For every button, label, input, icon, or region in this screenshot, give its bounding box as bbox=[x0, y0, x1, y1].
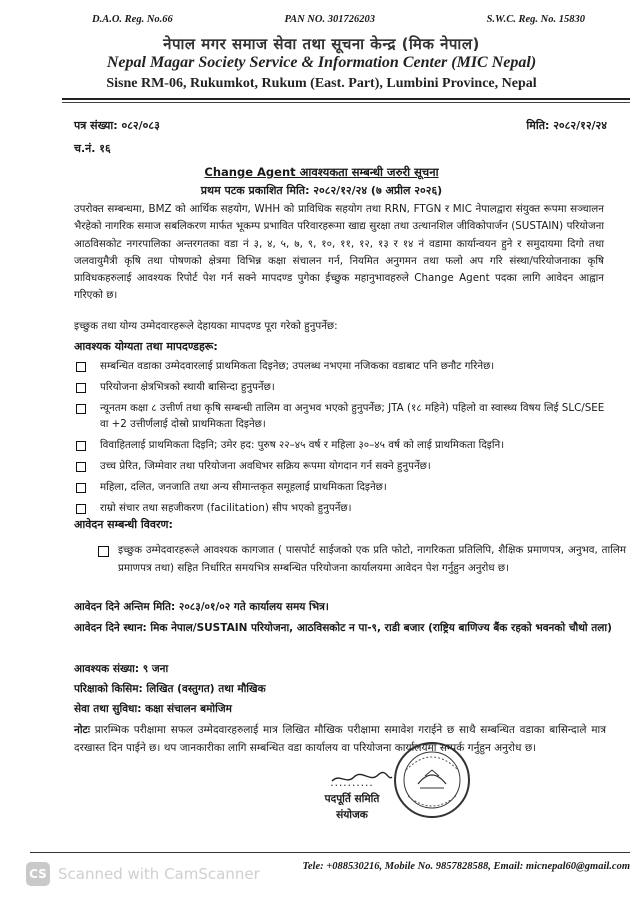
signatory-role: संयोजक bbox=[336, 809, 368, 821]
registration-row bbox=[92, 14, 585, 25]
note-text: प्रारम्भिक परीक्षामा सफल उम्मेदवारहरुलाई मात्र लिखित मौखिक परीक्षामा समावेश गराईने छ साथै सम्बन्धित वडाका बासिन्दाले मात्र दरखास्त दिन पाईने छ। थप जानकारीका लागि सम्बन्धित वडा कार्यालय वा परियोजना कार्यालयमा सम्पर्क गर्नुहुन अनुरोध छ। bbox=[74, 724, 607, 754]
criteria-item: विवाहितलाई प्राथमिकता दिइनि; उमेर हद: पुरुष २२–४५ वर्ष र महिला ३०–४५ वर्ष को लाई प्राथमिकता दिइनि। bbox=[74, 437, 612, 454]
letter-number: पत्र संख्या: ०८२/०८३ bbox=[74, 119, 160, 132]
application-item: इच्छुक उम्मेदवारहरूले आवश्यक कागजात ( पासपोर्ट साईजको एक प्रति फोटो, नागरिकता प्रतिलिपि, शैक्षिक प्रमाणपत्र, अनुभव, तालिम प्रमाणपत्र तथा) सहित निर्धारित समयभित्र सम्बन्धित परियोजना कार्यालयमा आवेदन पेश गर्नुहुन अनुरोध छ। bbox=[96, 541, 626, 577]
checkbox-icon bbox=[76, 462, 86, 472]
checkbox-icon bbox=[76, 483, 86, 493]
note-paragraph bbox=[74, 721, 606, 757]
criteria-list bbox=[74, 358, 612, 520]
criteria-item: महिला, दलित, जनजाति तथा अन्य सीमान्तकृत समूहलाई प्राथमिकता दिइनेछ। bbox=[74, 479, 612, 496]
swc-registration: S.W.C. Reg. No. 15830 bbox=[486, 14, 585, 25]
checkbox-icon bbox=[76, 441, 86, 451]
committee-name: पदपूर्ति समिति bbox=[324, 793, 380, 805]
organization-seal bbox=[392, 740, 472, 820]
notice-subtitle: प्रथम पटक प्रकाशित मिति: २०८२/१२/२४ (७ अप्रील २०२६) bbox=[200, 184, 443, 197]
checkbox-icon bbox=[76, 504, 86, 514]
footer-divider bbox=[30, 852, 630, 853]
header-divider bbox=[62, 98, 630, 100]
dispatch-number: च.नं. १६ bbox=[74, 142, 111, 155]
letter-date: मिति: २०८२/१२/२४ bbox=[526, 119, 607, 132]
reference-row bbox=[74, 118, 607, 133]
exam-type: परिक्षाको किसिम: लिखित (वस्तुगत) तथा मौखिक bbox=[74, 683, 266, 695]
signature-dots: .......... bbox=[330, 777, 374, 789]
intro-paragraph: उपरोक्त सम्बन्धमा, BMZ को आर्थिक सहयोग, WHH को प्राविधिक सहयोग तथा RRN, FTGN र MIC नेपालद्वारा संयुक्त रूपमा सञ्चालन भैरहेको नागरिक समाज सबलिकरण मार्फत भूकम्प प्रभावित परिवारहरूमा खाद्य सुरक्षा तथा उत्थानशिल जीविकोपार्जन (SUSTAIN) परियोजना आठविसकोट नगरपालिका अन्तरगतका वडा नं ३, ४, ५, ७, ९, १०, ११, १२, १३ र १४ नं वडामा कार्यान्वयन हुने र समुदायमा दिगो तथा जलवायुमैत्री कृषि तथा पोषणको क्षेत्रमा विभिन्न कक्षा संचालन गर्न, नियमित अनुगमन तथा फलो अप गरि संस्था/परियोजनाका कृषि प्राविधकहरुलाई आवश्यक रिपोर्ट पेश गर्न सक्ने मापदण्ड पुगेका ईच्छुक महानुभावहरुले Change Agent पदका लागि आवेदन आह्वान गरिएको छ। bbox=[74, 203, 604, 302]
camscanner-watermark bbox=[26, 862, 260, 886]
footer-contact: Tele: +088530216, Mobile No. 9857828588, Email: micnepal60@gmail.com bbox=[302, 861, 630, 872]
checkbox-icon bbox=[98, 546, 109, 557]
org-address: Sisne RM-06, Rukumkot, Rukum (East. Part), Lumbini Province, Nepal bbox=[106, 76, 537, 91]
application-heading: आवेदन सम्बन्धी विवरण: bbox=[74, 518, 173, 531]
watermark-text: Scanned with CamScanner bbox=[58, 865, 260, 883]
notice-title: Change Agent आवश्यकता सम्बन्धी जरुरी सूचना bbox=[204, 165, 439, 179]
header-divider-thin bbox=[62, 102, 630, 103]
criteria-item: सम्बन्धित वडाका उम्मेदवारलाई प्राथमिकता दिइनेछ; उपलब्ध नभएमा नजिकका वडाबाट पनि छनौट गरिनेछ। bbox=[74, 358, 612, 375]
camscanner-logo-icon: CS bbox=[26, 862, 50, 886]
required-count: आवश्यक संख्या: ९ जना bbox=[74, 663, 169, 675]
note-label: नोटः bbox=[74, 724, 90, 736]
criteria-item: न्यूनतम कक्षा ८ उत्तीर्ण तथा कृषि सम्बन्धी तालिम वा अनुभव भएको हुनुपर्नेछ; JTA (१८ महिने) पहिलो वा स्वास्थ्य विषय लिई SLC/SEE वा +2 उत्तीर्णलाई दोस्रो प्राथमिकता दिइनेछ। bbox=[74, 400, 612, 434]
pan-number: PAN NO. 301726203 bbox=[284, 14, 375, 25]
service-facility: सेवा तथा सुविधा: कक्षा संचालन बमोजिम bbox=[74, 703, 232, 715]
checkbox-icon bbox=[76, 404, 86, 414]
checkbox-icon bbox=[76, 362, 86, 372]
criteria-item: राम्रो संचार तथा सहजीकरण (facilitation) सीप भएको हुनुपर्नेछ। bbox=[74, 500, 612, 517]
intro-paragraph-2: इच्छुक तथा योग्य उम्मेदवारहरूले देहायका मापदण्ड पूरा गरेको हुनुपर्नेछ: bbox=[74, 320, 338, 332]
criteria-item: परियोजना क्षेत्रभित्रको स्थायी बासिन्दा हुनुपर्नेछ। bbox=[74, 379, 612, 396]
dao-registration: D.A.O. Reg. No.66 bbox=[92, 14, 173, 25]
application-deadline: आवेदन दिने अन्तिम मिति: २०८३/०१/०२ गते कार्यालय समय भित्र। bbox=[74, 601, 329, 613]
signature-block bbox=[312, 775, 392, 823]
criteria-item: उच्च प्रेरित, जिम्मेवार तथा परियोजना अवधिभर सक्रिय रूपमा योगदान गर्न सक्ने हुनुपर्नेछ। bbox=[74, 458, 612, 475]
checkbox-icon bbox=[76, 383, 86, 393]
criteria-heading: आवश्यक योग्यता तथा मापदण्डहरू: bbox=[74, 340, 218, 353]
org-name-nepali: नेपाल मगर समाज सेवा तथा सूचना केन्द्र (मिक नेपाल) bbox=[163, 35, 480, 53]
application-place: आवेदन दिने स्थान: मिक नेपाल/SUSTAIN परियोजना, आठविसकोट न पा-९, राडी बजार (राष्ट्रिय बाणिज्य बैंक रहको भवनको चौथो तला) bbox=[74, 622, 612, 634]
org-name-english: Nepal Magar Society Service & Information Center (MIC Nepal) bbox=[106, 54, 537, 71]
